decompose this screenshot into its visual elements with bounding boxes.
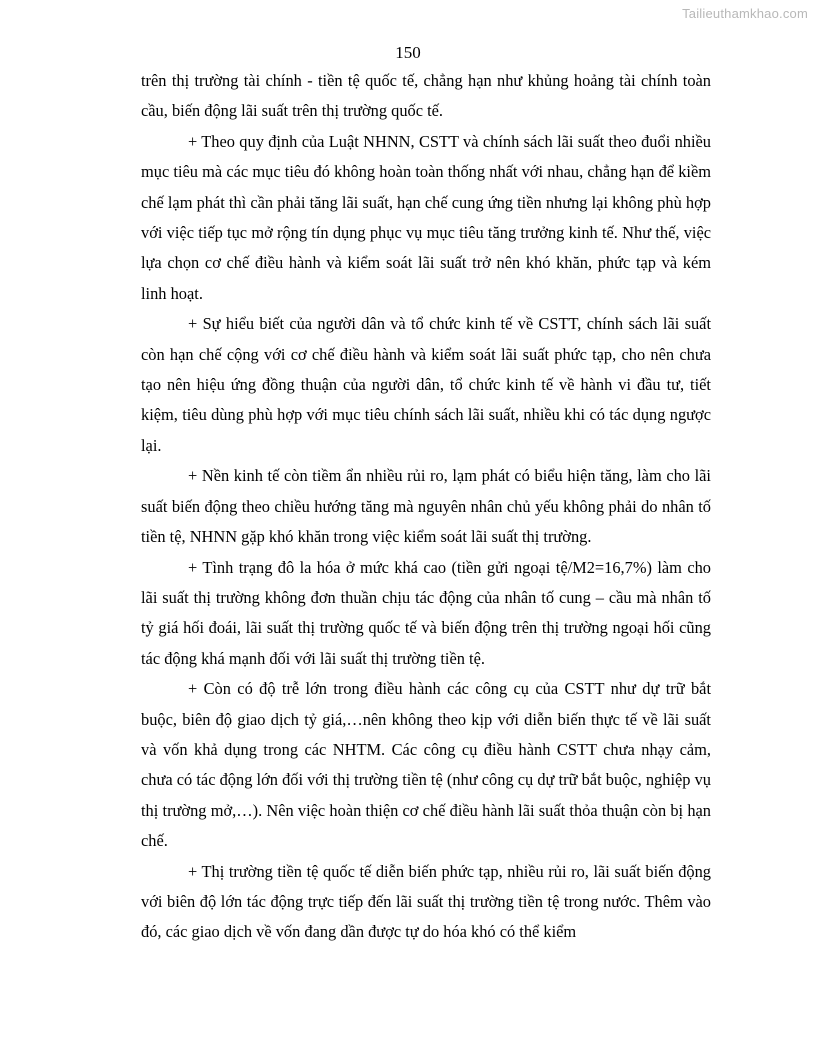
paragraph-continuation: trên thị trường tài chính - tiền tệ quốc tế, chẳng hạn như khủng hoảng tài chính toàn cầu, biến động lãi suất trên thị trường quốc tế. xyxy=(141,71,711,121)
paragraph-public-understanding: + Sự hiểu biết của người dân và tổ chức kinh tế về CSTT, chính sách lãi suất còn hạn chế cộng với cơ chế điều hành và kiểm soát lãi suất phức tạp, cho nên chưa tạo nên hiệu ứng đồng thuận của người dân, tổ chức kinh tế về hành vi đầu tư, tiết kiệm, tiêu dùng phù hợp với mục tiêu chính sách lãi suất, nhiều khi có tác dụng ngược lại. xyxy=(141,314,711,455)
page-body xyxy=(141,66,711,948)
paragraph-policy-lag: + Còn có độ trễ lớn trong điều hành các công cụ của CSTT như dự trữ bắt buộc, biên độ giao dịch tỷ giá,…nên không theo kịp với diễn biến thực tế về lãi suất và vốn khả dụng trong các NHTM. Các công cụ điều hành CSTT chưa nhạy cảm, chưa có tác động lớn đối với thị trường tiền tệ (như công cụ dự trữ bắt buộc, nghiệp vụ thị trường mở,…). Nên việc hoàn thiện cơ chế điều hành lãi suất thỏa thuận còn bị hạn chế. xyxy=(141,679,711,851)
paragraph-international-market: + Thị trường tiền tệ quốc tế diễn biến phức tạp, nhiều rủi ro, lãi suất biến động với biên độ lớn tác động trực tiếp đến lãi suất thị trường tiền tệ trong nước. Thêm vào đó, các giao dịch về vốn đang dần được tự do hóa khó có thể kiểm xyxy=(141,861,711,942)
paragraph-dollarization: + Tình trạng đô la hóa ở mức khá cao (tiền gửi ngoại tệ/M2=16,7%) làm cho lãi suất thị trường không đơn thuần chịu tác động của nhân tố cung – cầu mà nhân tố tỷ giá hối đoái, lãi suất thị trường quốc tế và biến động trên thị trường ngoại hối cũng tác động khá mạnh đối với lãi suất thị trường tiền tệ. xyxy=(141,557,711,668)
paragraph-policy-objectives: + Theo quy định của Luật NHNN, CSTT và chính sách lãi suất theo đuổi nhiều mục tiêu mà các mục tiêu đó không hoàn toàn thống nhất với nhau, chẳng hạn để kiềm chế lạm phát thì cần phải tăng lãi suất, hạn chế cung ứng tiền nhưng lại không phù hợp với việc tiếp tục mở rộng tín dụng phục vụ mục tiêu tăng trưởng kinh tế. Như thế, việc lựa chọn cơ chế điều hành và kiểm soát lãi suất trở nên khó khăn, phức tạp và kém linh hoạt. xyxy=(141,131,711,303)
watermark: Tailieuthamkhao.com xyxy=(682,6,808,21)
paragraph-economic-risk: + Nền kinh tế còn tiềm ẩn nhiều rủi ro, lạm phát có biểu hiện tăng, làm cho lãi suất biến động theo chiều hướng tăng mà nguyên nhân chủ yếu không phải do nhân tố tiền tệ, NHNN gặp khó khăn trong việc kiểm soát lãi suất thị trường. xyxy=(141,466,711,547)
page-number: 150 xyxy=(395,43,421,62)
